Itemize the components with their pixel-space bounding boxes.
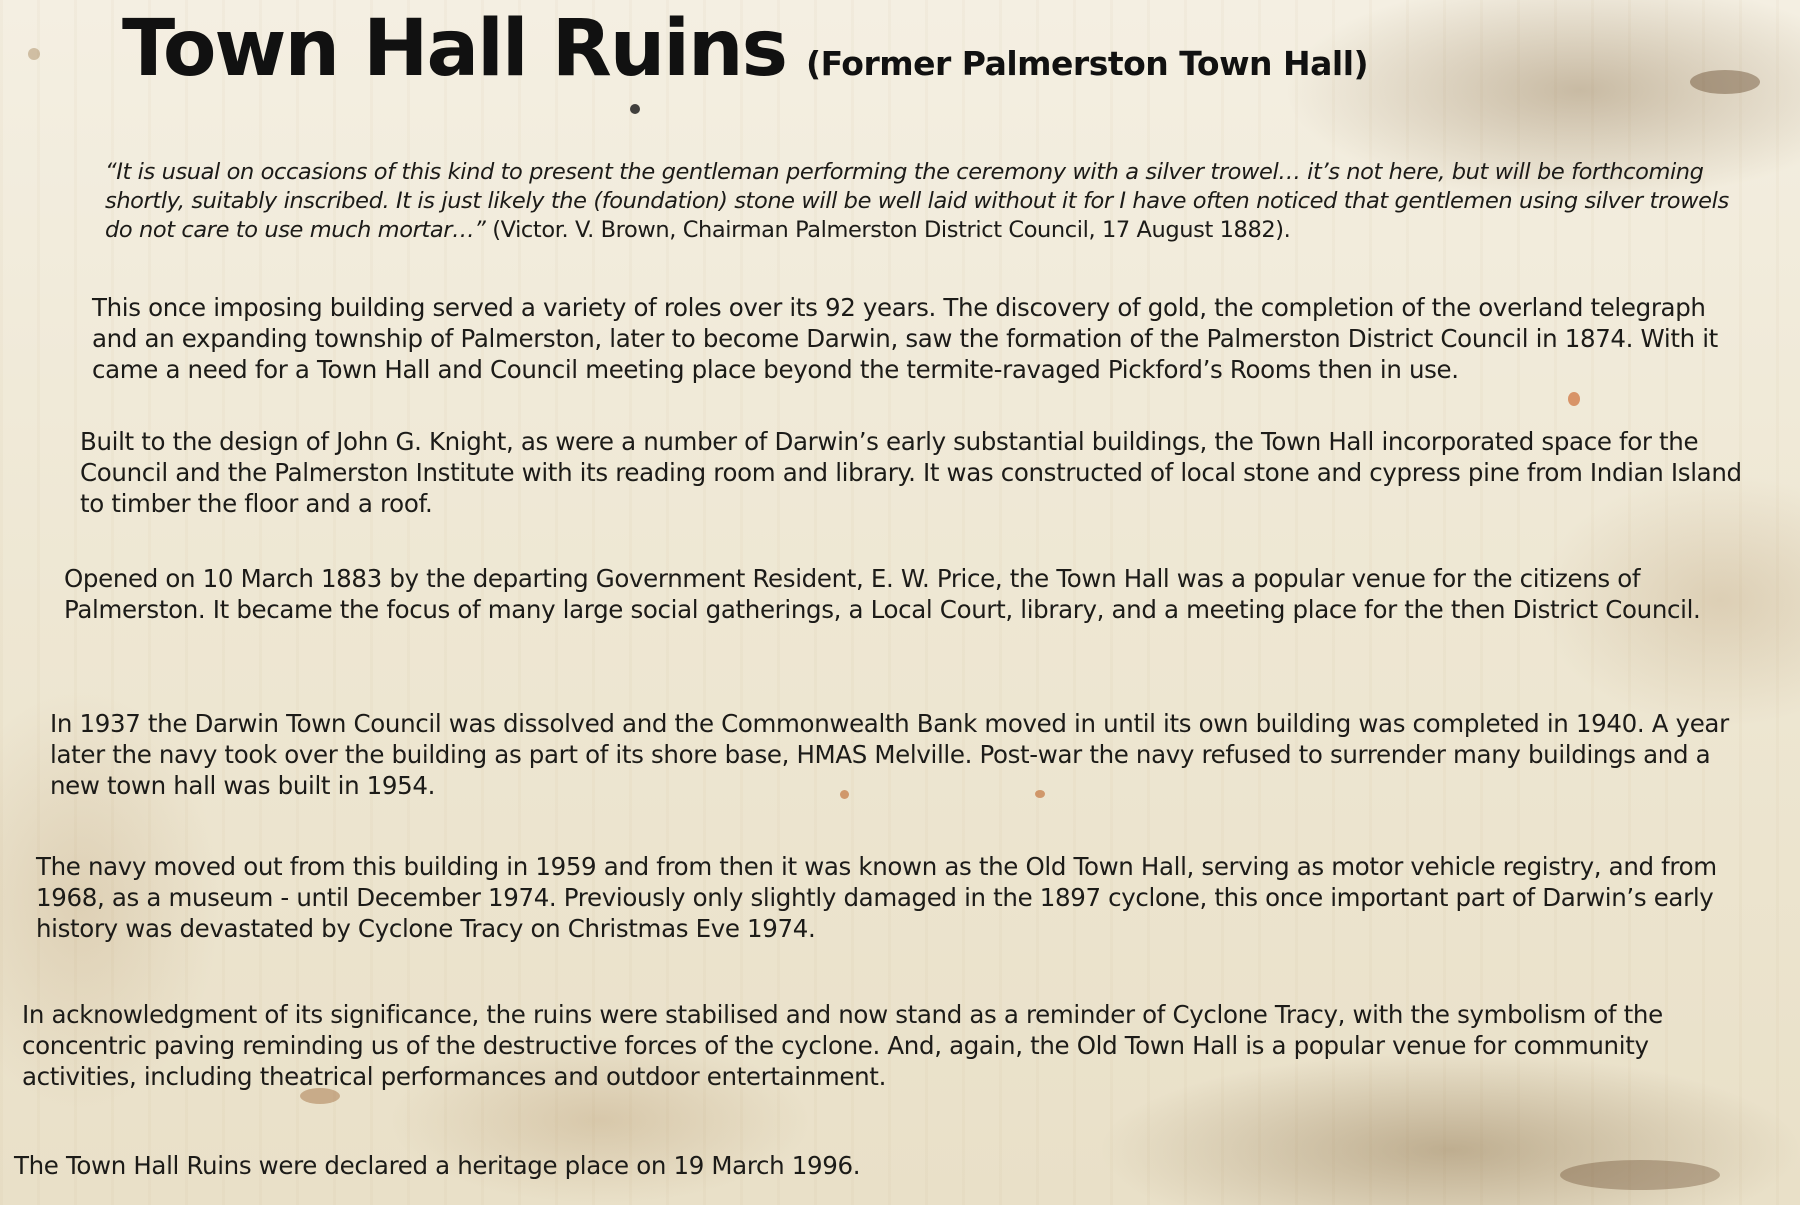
heritage-declaration: The Town Hall Ruins were declared a heritage place on 19 March 1996. [14,1151,861,1180]
dirt-stain [28,48,40,60]
dirt-stain [1560,1160,1720,1190]
quote-attribution: (Victor. V. Brown, Chairman Palmerston District Council, 17 August 1882). [492,217,1291,243]
history-paragraph: In acknowledgment of its significance, the ruins were stabilised and now stand as a reminder of Cyclone Tracy, with the symbolism of the concentric paving reminding us of the destructive forces of the cyclone. And, again, the Old Town Hall is a popular venue for community activities, including theatrical performances and outdoor entertainment. [22,1000,1663,1091]
history-paragraph: This once imposing building served a variety of roles over its 92 years. The discovery of gold, the completion of the overland telegraph and an expanding township of Palmerston, later to become Darwin, saw the formation of the Palmerston District Council in 1874. With it came a need for a Town Hall and Council meeting place beyond the termite-ravaged Pickford’s Rooms then in use. [92,293,1718,384]
history-paragraph: Opened on 10 March 1883 by the departing Government Resident, E. W. Price, the Town Hall was a popular venue for the citizens of Palmerston. It became the focus of many large social gatherings, a Local Court, library, and a meeting place for the then District Council. [64,564,1701,624]
history-paragraph: The navy moved out from this building in 1959 and from then it was known as the Old Town Hall, serving as motor vehicle registry, and from 1968, as a museum - until December 1974. Previously only slightly damaged in the 1897 cyclone, this once important part of Darwin’s early history was devastated by Cyclone Tracy on Christmas Eve 1974. [36,852,1717,943]
quote-paragraph [105,158,1735,245]
quote-text: “It is usual on occasions of this kind to present the gentleman performing the ceremony with a silver trowel… it’s not here, but will be forthcoming shortly, suitably inscribed. It is just likely the (foundation) stone will be well laid without it for I have often noticed that gentlemen using silver trowels do not care to use much mortar…” [105,159,1729,243]
dirt-stain [1690,70,1760,94]
dirt-stain [630,104,640,114]
title-row [122,4,1368,94]
sign-title: Town Hall Ruins [122,4,787,94]
sign-subtitle: (Former Palmerston Town Hall) [806,44,1369,83]
history-paragraph: In 1937 the Darwin Town Council was dissolved and the Commonwealth Bank moved in until its own building was completed in 1940. A year later the navy took over the building as part of its shore base, HMAS Melville. Post-war the navy refused to surrender many buildings and a new town hall was built in 1954. [50,709,1729,800]
history-paragraph: Built to the design of John G. Knight, as were a number of Darwin’s early substantial buildings, the Town Hall incorporated space for the Council and the Palmerston Institute with its reading room and library. It was constructed of local stone and cypress pine from Indian Island to timber the floor and a roof. [80,427,1742,518]
dirt-stain [1568,392,1580,406]
